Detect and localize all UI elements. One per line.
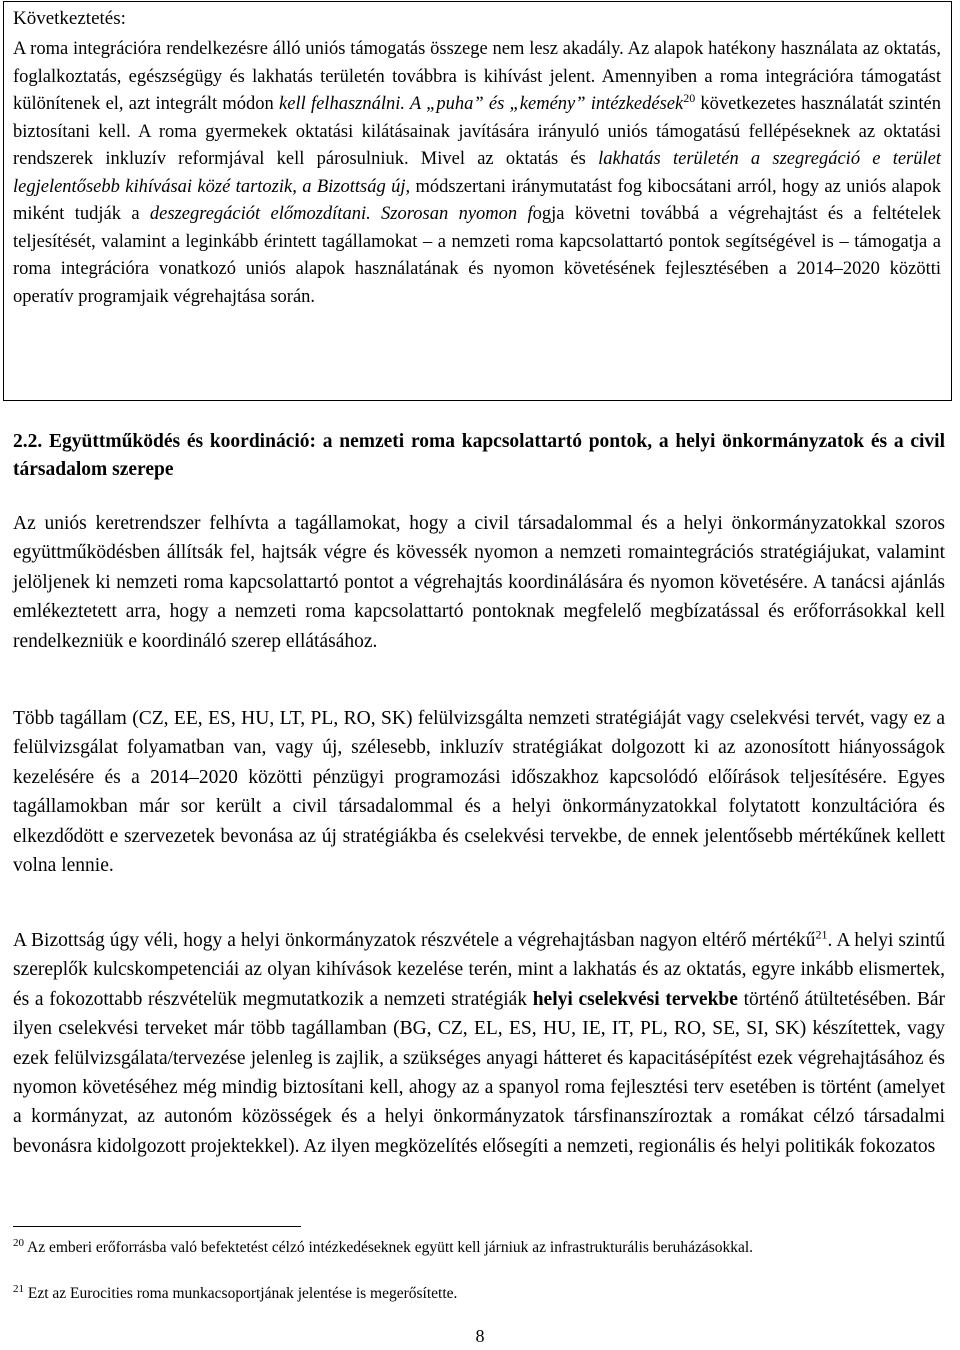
paragraph-strategy-revision: Több tagállam (CZ, EE, ES, HU, LT, PL, RO, SK) felülvizsgálta nemzeti stratégiáját vagy cselekvési tervét, vagy ez a felülvizsgálat folyamatban van, vagy új, szélesebb, inkluzív stratégiákat dolgozott ki az azonosított hiányosságok kezelésére és a 2014–2020 közötti pénzügyi programozási időszakhoz kapcsolódó előírások teljesítésére. Egyes tagállamokban már sor került a civil társadalommal és a helyi önkormányzatokkal folytatott konzultációra és elkezdődött e szervezetek bevonása az új stratégiákba és cselekvési tervekbe, de ennek jelentősebb mértékűnek kellett volna lennie.	[13, 708, 945, 877]
footnote-divider	[13, 1226, 301, 1227]
footnote-ref-20[interactable]: 20	[683, 90, 696, 105]
paragraph-local-authorities: A Bizottság úgy véli, hogy a helyi önkormányzatok részvétele a végrehajtásban nagyon eltérő mértékű$^{21}$. A helyi szintű szereplők kulcskompetenciái az olyan kihívások kezelése terén, mint a lakhatás és az oktatás, egyre inkább elismertek, és a fokozottabb részvételük megmutatkozik a nemzeti stratégiák helyi cselekvési tervekbe történő átültetésében. Bár ilyen cselekvési terveket már több tagállamban (BG, CZ, EL, ES, HU, IE, IT, PL, RO, SE, SI, SK) készítettek, vagy ezek felülvizsgálata/tervezése jelenleg is zajlik, a szükséges anyagi hátteret és kapacitásépítést ezek végrehajtásához és nyomon követéséhez még mindig biztosítani kell, ahogy az a spanyol roma fejlesztési terv esetében is történt (amelyet a kormányzat, az autonóm közösségek és a helyi önkormányzatok társfinanszíroztak a romákat célzó társadalmi bevonásra kidolgozott projektekkel). Az ilyen megközelítés elősegíti a nemzeti, regionális és helyi politikák fokozatos	[13, 927, 946, 1157]
conclusion-heading: Következtetés:	[13, 8, 126, 29]
footnote-ref-21[interactable]: 21	[815, 927, 828, 942]
conclusion-box	[3, 1, 952, 401]
page-number: 8	[475, 1326, 485, 1346]
paragraph-cooperation: Az uniós keretrendszer felhívta a tagállamokat, hogy a civil társadalommal és a helyi önkormányzatokkal szoros együttműködésben állítsák fel, hajtsák végre és kövessék nyomon a nemzeti romaintegrációs stratégiájukat, valamint jelöljenek ki nemzeti roma kapcsolattartó pontot a végrehajtás koordinálására és nyomon követésére. A tanácsi ajánlás emlékeztetett arra, hogy a nemzeti roma kapcsolattartó pontoknak megfelelő megbízatással és erőforrásokkal kell rendelkezniük e koordináló szerep ellátásához.	[13, 513, 945, 652]
conclusion-text: A roma integrációra rendelkezésre álló uniós támogatás összege nem lesz akadály. Az alapok hatékony használata az oktatás, foglalkoztatás, egészségügy és lakhatás területén továbbra is kihívást jelent. Amennyiben a roma integrációra támogatást különítenek el, azt integrált módon kell felhasználni. A „puha” és „kemény” intézkedések$^{20}$ következetes használatát szintén biztosítani kell. A roma gyermekek oktatási kilátásainak javítására irányuló uniós támogatású fellépéseknek az oktatási rendszerek inkluzív reformjával kell párosulniuk. Mivel az oktatás és lakhatás területén a szegregáció e terület legjelentősebb kihívásai közé tartozik, a Bizottság új, módszertani iránymutatást fog kibocsátani arról, hogy az uniós alapok miként tudják a deszegregációt előmozdítani. Szorosan nyomon fogja követni továbbá a végrehajtást és a feltételek teljesítését, valamint a leginkább érintett tagállamokat – a nemzeti roma kapcsolattartó pontok segítségével is – támogatja a roma integrációra vonatkozó uniós alapok használatának és nyomon követésének fejlesztésében a 2014–2020 közötti operatív programjaik végrehajtása során.	[13, 39, 941, 307]
footnote-21: $^{21}$ Ezt az Eurocities roma munkacsoportjának jelentése is megerősítette.	[13, 1282, 458, 1302]
footnote-20: $^{20}$ Az emberi erőforrásba való befektetést célzó intézkedéseknek együtt kell járniuk az infrastrukturális beruházásokkal.	[13, 1236, 754, 1256]
section-heading: 2.2. Együttműködés és koordináció: a nemzeti roma kapcsolattartó pontok, a helyi önkormányzatok és a civil társadalom szerepe	[13, 431, 945, 480]
